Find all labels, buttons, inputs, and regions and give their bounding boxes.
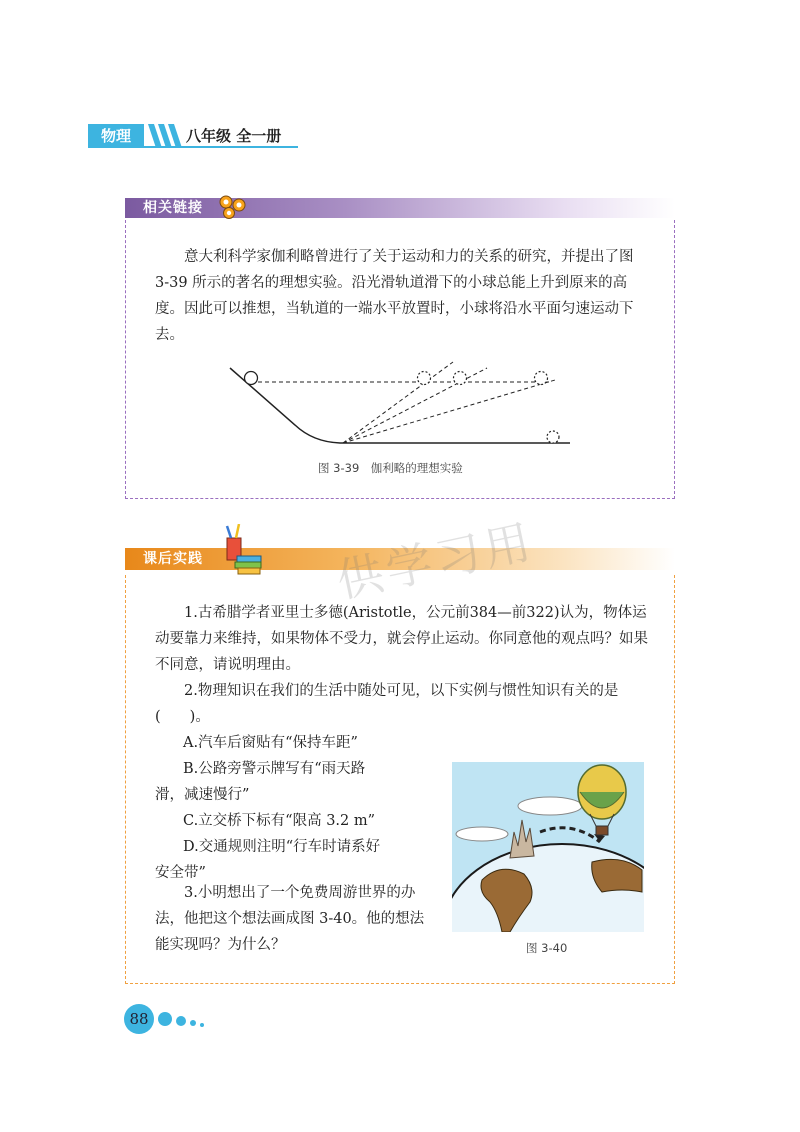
option-b-continued: 滑，减速慢行”	[155, 787, 250, 803]
decorative-dot	[158, 1012, 172, 1026]
watermark: 供学习用	[332, 513, 540, 609]
option-d: D.交通规则注明“行车时请系好	[183, 839, 381, 855]
decorative-dot	[190, 1020, 196, 1026]
decorative-dot	[200, 1023, 204, 1027]
page-number: 88	[124, 1004, 154, 1034]
question-3: 3.小明想出了一个免费周游世界的办法，他把这个想法画成图 3-40。他的想法能实现吗？为什么？	[155, 885, 425, 953]
related-links-header	[125, 194, 675, 220]
pencil-books-icon	[221, 524, 263, 576]
question-1: 1.古希腊学者亚里士多德(Aristotle，公元前384—前322)认为，物体运动要靠力来维持，如果物体不受力，就会停止运动。你同意他的观点吗？如果不同意，请说明理由。	[155, 605, 648, 673]
subject-label: 物理	[88, 124, 144, 148]
practice-title: 课后实践	[143, 551, 203, 567]
option-c: C.立交桥下标有“限高 3.2 m”	[183, 813, 376, 829]
figure-3-39-caption: 图 3-39 伽利略的理想实验	[318, 461, 463, 475]
option-a: A.汽车后窗贴有“保持车距”	[183, 735, 358, 751]
galileo-experiment-diagram	[225, 360, 575, 455]
option-d-continued: 安全带”	[155, 865, 206, 881]
question-2: 2.物理知识在我们的生活中随处可见，以下实例与惯性知识有关的是( )。	[155, 683, 619, 725]
related-links-title: 相关链接	[143, 200, 203, 216]
header-underline	[88, 146, 298, 148]
figure-3-40-caption: 图 3-40	[526, 941, 568, 955]
section-bar	[125, 198, 675, 218]
decorative-dot	[176, 1016, 186, 1026]
rings-icon	[217, 194, 251, 220]
stripes-decoration	[148, 124, 184, 148]
balloon-world-illustration	[452, 762, 644, 932]
galileo-paragraph: 意大利科学家伽利略曾进行了关于运动和力的关系的研究，并提出了图 3-39 所示的著名的理想实验。沿光滑轨道滑下的小球总能上升到原来的高度。因此可以推想，当轨道的一端水平放置时，小球将沿水平面匀速运动下去。	[155, 249, 634, 343]
option-b: B.公路旁警示牌写有“雨天路	[183, 761, 366, 777]
page-header	[88, 124, 298, 148]
grade-label: 八年级 全一册	[186, 127, 282, 145]
